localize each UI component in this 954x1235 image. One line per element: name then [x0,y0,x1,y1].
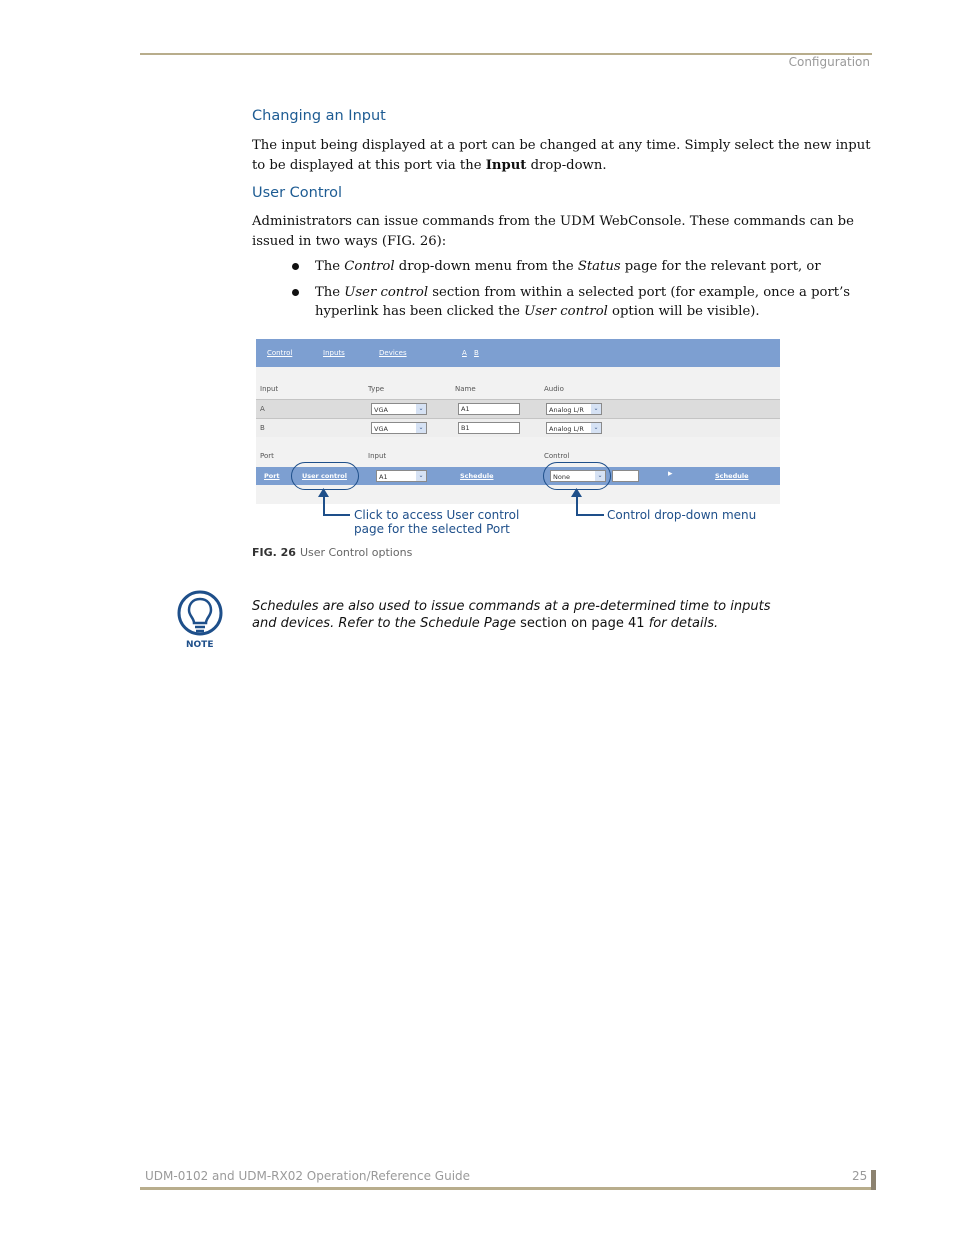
schedule-link[interactable]: Schedule [460,472,494,480]
audio-select[interactable]: Analog L/R ⌄ [546,422,602,434]
chevron-down-icon: ⌄ [416,423,426,433]
audio-select[interactable]: Analog L/R ⌄ [546,403,602,415]
nav-link-inputs[interactable]: Inputs [323,349,345,357]
nav-link-control[interactable]: Control [267,349,293,357]
footer-rule [140,1187,872,1190]
control-value-input[interactable] [612,470,639,482]
table-row [256,418,780,437]
chevron-down-icon: ⌄ [591,404,601,414]
user-control-link[interactable]: User control [302,472,347,480]
callout-line [323,496,325,515]
row-input-label: B [260,424,265,432]
port-input-select[interactable]: A1 ⌄ [376,470,427,482]
port-header-input: Input [368,452,387,460]
note-label: NOTE [186,640,214,650]
bullet-dot [292,263,299,270]
heading-changing-input: Changing an Input [252,108,386,124]
nav-link-devices[interactable]: Devices [379,349,407,357]
page-number: 25 [852,1169,868,1183]
control-select[interactable]: None ⌄ [550,470,606,482]
arrow-up-icon [318,488,329,497]
name-input[interactable]: B1 [458,422,520,434]
col-header-audio: Audio [544,385,564,393]
callout-line [576,514,604,516]
play-icon[interactable]: ▸ [668,469,673,479]
callout-line [323,514,350,516]
callout-oval-control [543,462,611,490]
note-text: Schedules are also used to issue commands at a pre-determined time to inputs and devices. Refer to the Schedule Page section on page 41 for details. [252,599,771,631]
heading-user-control: User Control [252,185,343,201]
chevron-down-icon: ⌄ [595,471,605,481]
table-row [256,399,780,418]
col-header-input: Input [260,385,279,393]
callout-text-user-control: Click to access User control page for the selected Port [354,508,520,536]
bullet-item: The User control section from within a selected port (for example, once a port’s hyperlink has been clicked the User control option will be visible). [292,283,872,321]
figure-nav-bar [256,339,780,367]
type-select[interactable]: VGA ⌄ [371,403,427,415]
callout-oval-user-control [291,462,359,490]
paragraph-changing-input: The input being displayed at a port can be changed at any time. Simply select the new input to be displayed at this port via the Input drop-down. [252,138,871,173]
row-input-label: A [260,405,265,413]
chevron-down-icon: ⌄ [591,423,601,433]
figure-caption: FIG. 26 User Control options [252,546,413,559]
chevron-down-icon: ⌄ [416,404,426,414]
paragraph-user-control: Administrators can issue commands from the UDM WebConsole. These commands can be issued in two ways (FIG. 26): [252,214,854,249]
footer-rule-mark [871,1170,876,1190]
port-header-port: Port [260,452,274,460]
nav-link-b[interactable]: B [474,349,479,357]
name-input[interactable]: A1 [458,403,520,415]
port-link[interactable]: Port [264,472,280,480]
callout-text-control: Control drop-down menu [607,508,757,522]
type-select[interactable]: VGA ⌄ [371,422,427,434]
port-header-control: Control [544,452,570,460]
col-header-name: Name [455,385,476,393]
footer-title: UDM-0102 and UDM-RX02 Operation/Reference Guide [145,1169,471,1183]
arrow-up-icon [571,488,582,497]
schedule-link[interactable]: Schedule [715,472,749,480]
bullet-item: The Control drop-down menu from the Status page for the relevant port, or [292,257,872,276]
running-header: Configuration [788,55,870,69]
chevron-down-icon: ⌄ [416,471,426,481]
bullet-dot [292,289,299,296]
nav-link-a[interactable]: A [462,349,467,357]
header-rule [140,53,872,55]
col-header-type: Type [368,385,385,393]
callout-line [576,496,578,515]
